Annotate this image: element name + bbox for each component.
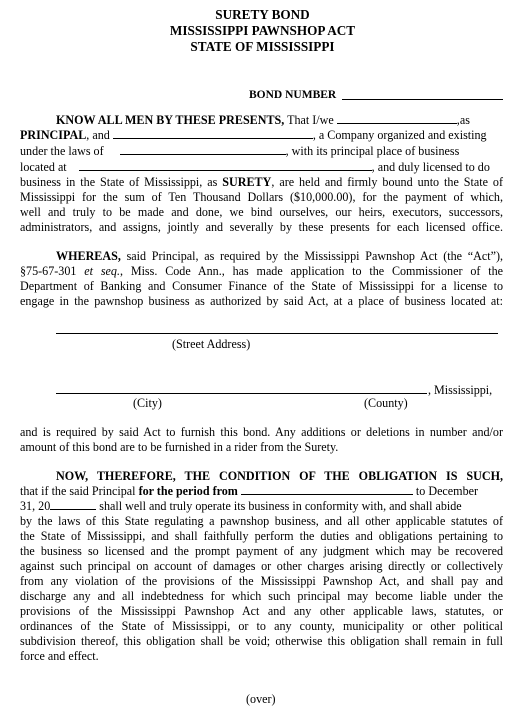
bond-number-line[interactable]: [342, 99, 503, 100]
period-from-label: for the period from: [138, 484, 238, 498]
p2-line3: Department of Banking and Consumer Finance of the State of Mississippi for a license to: [20, 279, 503, 293]
principal-label: PRINCIPAL: [20, 128, 87, 142]
p4-shall-operate: shall well and truly operate its business in conformity with, and shall abide: [96, 499, 462, 513]
p4-line6: the business so licensed and the prompt payment of any judgment which may be recovered: [20, 544, 503, 558]
p3-line1: and is required by said Act to furnish this bond. Any additions or deletions in number and/or: [20, 425, 503, 439]
p2-line4: engage in the pawnshop business as authorized by said Act, at a place of business located at:: [20, 294, 503, 308]
p4-to-december: to December: [412, 484, 479, 498]
p1-line6: Mississippi for the sum of Ten Thousand Dollars ($10,000.00), for the payment of which,: [20, 190, 503, 204]
p1-as: ,as: [456, 113, 470, 127]
p1-line8: administrators, and assigns, jointly and severally by these presents for each licensed office.: [20, 220, 503, 234]
p1-line3: [20, 144, 459, 158]
p1-located-at: located at: [20, 160, 67, 174]
principal-name-blank[interactable]: [337, 113, 457, 124]
p2-section: §75-67-301: [20, 264, 85, 278]
bond-number-label: BOND NUMBER: [249, 89, 337, 101]
p2-line2: [20, 264, 503, 278]
p2-line1: [56, 249, 503, 263]
p4-year-prefix: 31, 20: [20, 499, 51, 513]
p3-line2: amount of this bond are to be furnished in a rider from the Surety.: [20, 440, 339, 454]
p2-required: said Principal, as required by the Mississippi Pawnshop Act (the “Act”),: [120, 249, 503, 263]
p1-line1: [56, 113, 470, 127]
p4-line10: provisions of the Mississippi Pawnshop Act and any other applicable laws, statutes, or: [20, 604, 503, 618]
p4-heading: NOW, THEREFORE, THE CONDITION OF THE OBLIGATION IS SUCH,: [56, 469, 503, 483]
p4-line11: ordinances of the State of Mississippi, or to any county, municipality or other political: [20, 619, 503, 633]
mississippi-suffix: , Mississippi,: [428, 383, 493, 397]
p2-et-seq: et seq.: [84, 264, 120, 278]
p1-held-bound: , are held and firmly bound unto the State of: [271, 175, 503, 189]
p4-line4: by the laws of this State regulating a pawnshop business, and all other applicable statutes of: [20, 514, 503, 528]
surety-company-blank[interactable]: [113, 128, 313, 139]
title-state: STATE OF MISSISSIPPI: [190, 39, 335, 54]
p1-company-organized: , a Company organized and existing: [312, 128, 487, 142]
p1-that: That I/we: [284, 113, 337, 127]
city-label: (City): [133, 396, 162, 410]
p4-line13: force and effect.: [20, 649, 99, 663]
p4-line7: against such principal on account of damages or other charges arising directly or collectively: [20, 559, 503, 573]
street-address-label: (Street Address): [172, 337, 251, 351]
title-pawnshop-act: MISSISSIPPI PAWNSHOP ACT: [169, 23, 356, 38]
p1-line7: well and truly to be made and done, we bind ourselves, our heirs, executors, successors,: [20, 205, 503, 219]
p1-duly-licensed: , and duly licensed to do: [371, 160, 490, 174]
surety-label: SURETY: [222, 175, 272, 189]
p4-line3: [20, 499, 462, 513]
title-surety-bond: SURETY BOND: [215, 7, 310, 22]
whereas-label: WHEREAS,: [56, 249, 121, 263]
p4-line5: the State of Mississippi, and shall faithfully perform the duties and obligations pertaining to: [20, 529, 503, 543]
know-all-men: KNOW ALL MEN BY THESE PRESENTS,: [56, 113, 285, 127]
p1-principal-place: , with its principal place of business: [285, 144, 460, 158]
p1-under-laws: under the laws of: [20, 144, 104, 158]
street-address-line[interactable]: [56, 333, 498, 334]
p4-line2: [20, 484, 478, 498]
over-label: (over): [246, 692, 276, 706]
year-blank[interactable]: [50, 499, 96, 510]
p1-line4: [20, 160, 490, 174]
county-label: (County): [364, 396, 408, 410]
laws-of-blank[interactable]: [120, 144, 286, 155]
p4-line9: discharge any and all indebtedness for which such principal may become liable under the: [20, 589, 503, 603]
period-from-blank[interactable]: [241, 484, 413, 495]
located-at-blank[interactable]: [79, 160, 372, 171]
p2-code-ann: , Miss. Code Ann., has made application to the Commissioner of the: [119, 264, 503, 278]
p1-business-in: business in the State of Mississippi, as: [20, 175, 223, 189]
p1-line5: [20, 175, 503, 189]
p4-line8: from any violation of the provisions of the Mississippi Pawnshop Act, and shall pay and: [20, 574, 503, 588]
city-county-line[interactable]: [56, 393, 427, 394]
p4-line12: subdivision thereof, this obligation shall be void; otherwise this obligation shall remain in full: [20, 634, 503, 648]
p4-that-if: that if the said Principal: [20, 484, 139, 498]
p1-and: , and: [86, 128, 113, 142]
p1-line2: [20, 128, 487, 142]
